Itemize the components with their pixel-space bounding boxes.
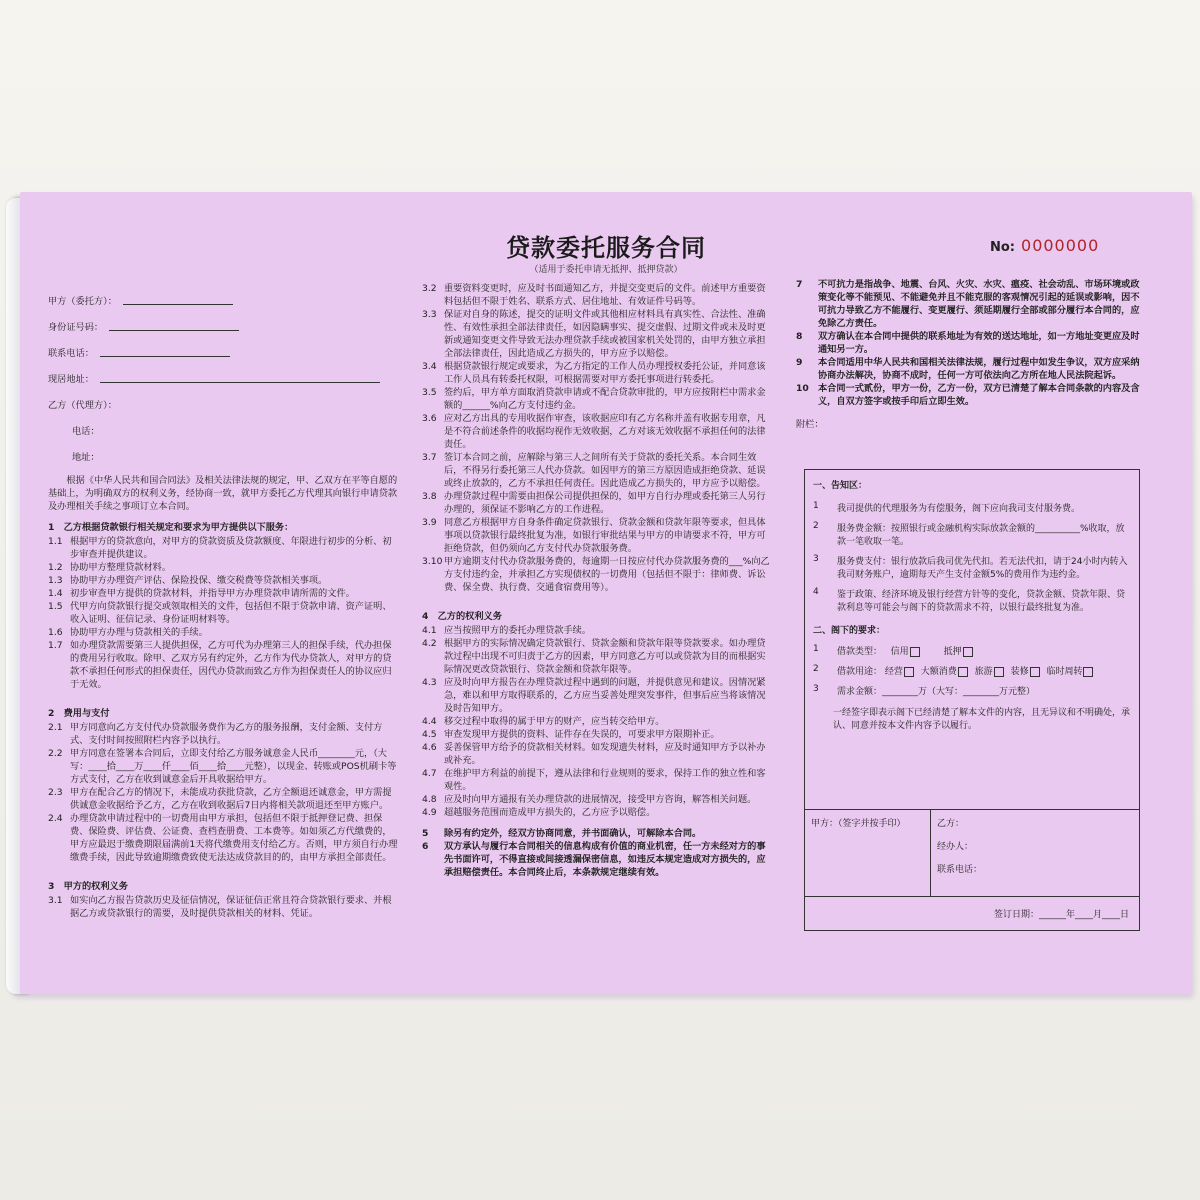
clause-text: 应及时向甲方报告在办理贷款过程中遇到的问题，并提供意见和建议。因情况紧急，难以和甲方取得联系的，乙方应当妥善处理突发事件，但事后应当将该情况及时告知甲方。	[444, 677, 766, 714]
clause-text: 本合同一式贰份，甲方一份，乙方一份，双方已清楚了解本合同条款的内容及含义，自双方签字或按手印后立即生效。	[818, 383, 1140, 407]
clause-item	[48, 574, 400, 587]
address-label: 现居地址：	[48, 374, 94, 385]
clause-text: 甲方同意向乙方支付代办贷款服务费作为乙方的服务报酬，支付金额、支付方式、支付时间按照附栏内容予以执行。	[70, 722, 383, 746]
clause-text: 根据甲方的贷款意向，对甲方的贷款资质及贷款额度、年限进行初步的分析、初步审查并提供建议。	[70, 536, 392, 560]
section-2-items	[48, 721, 400, 864]
section-3-heading: 3 甲方的权利义务	[48, 881, 128, 892]
id-label: 身份证号码：	[48, 322, 104, 333]
clause-number: 1.3	[48, 575, 63, 586]
clause-item	[422, 637, 774, 676]
notice-item	[813, 554, 1131, 580]
party-a-signature[interactable]: 甲方：（签字并按手印）	[805, 810, 931, 896]
clause-text: 超越服务范围而造成甲方损失的，乙方应予以赔偿。	[444, 807, 656, 818]
clause-item	[48, 600, 400, 626]
party-b-label: 乙方（代理方）：	[48, 400, 117, 411]
clause-item	[48, 561, 400, 574]
purpose-travel: 旅游	[974, 667, 993, 677]
clause-item	[796, 356, 1146, 382]
section-2-heading: 2 费用与支付	[48, 708, 110, 719]
clause-number: 4.9	[422, 807, 437, 818]
clause-number: 3.9	[422, 517, 437, 528]
confirm-statement: 一经签字即表示阁下已经清楚了解本文件的内容，且无异议和不明确处，承认、同意并按本文件内容予以履行。	[833, 708, 1131, 731]
document-title: 贷款委托服务合同	[506, 234, 706, 262]
column-right	[796, 278, 1146, 431]
clause-item	[422, 840, 774, 879]
notice-item	[813, 521, 1131, 547]
notice-item	[813, 587, 1131, 613]
clause-item	[48, 639, 400, 691]
clause-text: 如实向乙方报告贷款历史及征信情况，保证征信正常且符合贷款银行要求、并根据乙方或贷款银行的需要，及时提供贷款相关的材料、凭证。	[70, 895, 392, 919]
clause-item	[422, 386, 774, 412]
id-line	[109, 329, 239, 331]
section-4-heading: 4 乙方的权利义务	[422, 611, 502, 622]
clause-number: 4.1	[422, 625, 437, 636]
party-b-signature	[931, 810, 1139, 896]
clause-number: 9	[796, 357, 803, 368]
requirement-title: 二、阁下的要求：	[813, 626, 886, 636]
party-a-label: 甲方（委托方）：	[48, 296, 117, 307]
general-items-left	[422, 827, 774, 879]
clause-item	[422, 715, 774, 728]
clause-text: 签约后，甲方单方面取消贷款申请或不配合贷款审批的，甲方应按附栏中需求金额的______%向乙方支付违约金。	[444, 387, 766, 411]
clause-number: 1.1	[48, 536, 63, 547]
b-phone-field	[48, 412, 400, 438]
turnover-checkbox[interactable]	[1083, 667, 1093, 677]
clause-item	[422, 767, 774, 793]
clause-item	[48, 587, 400, 600]
address-line	[100, 381, 380, 383]
clause-text: 协助甲方办理资产评估、保险投保、缴交税费等贷款相关事项。	[70, 575, 328, 586]
clause-text: 保证对自身的陈述，提交的证明文件或其他相应材料具有真实性、合法性、准确性、有效性承担全部法律责任，如因隐瞒事实、提交虚假、过期文件或未及时更新或通知变更文件导致无法办理贷款手续或被国家机关处罚的，由甲方独立承担全部法律责任，因此造成乙方损失的，甲方应予以赔偿。	[444, 309, 766, 359]
clause-item	[422, 806, 774, 819]
phone-label: 联系电话：	[48, 348, 94, 359]
clause-text: 根据贷款银行规定或要求，为乙方指定的工作人员办理授权委托公证，并同意该工作人员具有转委托权限，可根据需要对甲方委托事项进行转委托。	[444, 361, 766, 385]
clause-text: 如办理贷款需要第三人提供担保，乙方可代为办理第三人的担保手续，代办担保的费用另行收取。除甲、乙双方另有约定外，乙方作为代办贷款人，对甲方的贷款不承担任何形式的担保责任，因代办贷款而致乙方作为担保责任人的协议应归于无效。	[70, 640, 392, 690]
clause-text: 协助甲方整理贷款材料。	[70, 562, 172, 573]
clause-text: 初步审查甲方提供的贷款材料，并指导甲方办理贷款申请所需的文件。	[70, 588, 355, 599]
clause-number: 3.8	[422, 491, 437, 502]
clause-number: 4.3	[422, 677, 437, 688]
party-a-line	[123, 303, 233, 305]
business-checkbox[interactable]	[904, 667, 914, 677]
notice-number: 1	[813, 501, 819, 511]
clause-item	[422, 728, 774, 741]
loan-purpose-row: 2 借款用途： 经营 大额消费 旅游 装修 临时周转	[813, 664, 1131, 677]
preamble: 根据《中华人民共和国合同法》及相关法律法规的规定，甲、乙双方在平等自愿的基础上，为明确双方的权利义务，经协商一致，就甲方委托乙方代理其向银行申请贷款及办理相关手续之事项订立本合同。	[48, 475, 398, 512]
clause-number: 2.1	[48, 722, 63, 733]
clause-item	[422, 451, 774, 490]
phone-field	[48, 334, 400, 360]
clause-number: 3.7	[422, 452, 437, 463]
clause-text: 在维护甲方利益的前提下，遵从法律和行业规则的要求，保持工作的独立性和客观性。	[444, 768, 766, 792]
clause-item	[796, 330, 1146, 356]
purpose-business: 经营	[884, 667, 903, 677]
notice-number: 4	[813, 587, 819, 597]
column-left	[48, 282, 400, 920]
b-phone-label: 电话：	[72, 426, 100, 437]
clause-number: 1.5	[48, 601, 63, 612]
clause-number: 5	[422, 828, 429, 839]
id-field	[48, 308, 400, 334]
loan-type-label: 借款类型：	[837, 647, 883, 657]
document-subtitle: （适用于委托申请无抵押、抵押贷款）	[529, 265, 683, 275]
clause-text: 应及时向甲方通报有关办理贷款的进展情况，接受甲方咨询，解答相关问题。	[444, 794, 757, 805]
annex-box	[804, 469, 1140, 931]
clause-number: 2.4	[48, 813, 63, 824]
notice-title: 一、告知区：	[813, 481, 868, 491]
clause-text: 同意乙方根据甲方自身条件确定贷款银行、贷款金额和贷款年限等要求，但具体事项以贷款银行最终批复为准，如银行审批结果与甲方的申请要求不符，甲方可拒绝贷款，但仍须向乙方支付代办贷款服务费。	[444, 517, 766, 554]
clause-item	[796, 278, 1146, 330]
clause-number: 1.6	[48, 627, 63, 638]
clause-item	[48, 535, 400, 561]
notice-item	[813, 501, 1131, 514]
clause-text: 办理贷款申请过程中的一切费用由甲方承担，包括但不限于抵押登记费、担保费、保险费、评估费、公证费、查档查册费、工本费等。如如须乙方代缴费的，甲方应最迟于缴费期限届满前1天将代缴费用支付给乙方。否则，甲方须自行办理缴费手续，因此导致逾期缴费致使无法达成贷款目的的，由甲方承担全部责任。	[70, 813, 398, 863]
clause-item	[48, 812, 400, 864]
annex-label: 附栏：	[796, 419, 824, 430]
clause-item	[422, 555, 774, 594]
party-b-field	[48, 386, 400, 412]
section-4-items	[422, 624, 774, 819]
loan-type-mortgage: 抵押	[943, 647, 962, 657]
clause-text: 不可抗力是指战争、地震、台风、火灾、水灾、瘟疫、社会动乱、市场环境或政策变化等不能预见、不能避免并且不能克服的客观情况引起的延误或影响，因不可抗力导致乙方不能履行、变更履行、须延期履行全部或部分履行本合同的，应免除乙方责任。	[818, 279, 1140, 329]
clause-text: 根据甲方的实际情况确定贷款银行、贷款金额和贷款年限等贷款要求。如办理贷款过程中出现不可归责于乙方的因素，甲方同意乙方可以或贷款为目的而根据实际情况更改贷款银行、贷款金额和贷款年限等。	[444, 638, 766, 675]
clause-item	[422, 827, 774, 840]
party-b-sign-label[interactable]: 乙方：	[937, 819, 965, 829]
clause-item	[422, 516, 774, 555]
general-items-right	[796, 278, 1146, 408]
clause-item	[422, 624, 774, 637]
loan-type-credit: 信用	[890, 647, 909, 657]
clause-text: 重要资料变更时，应及时书面通知乙方，并提交变更后的文件。前述甲方重要资料包括但不限于姓名、联系方式、居住地址、有效证件号码等。	[444, 283, 766, 307]
notice-text: 服务费金额：按照银行或金融机构实际放款金额的__________%收取，放款一笔收取一笔。	[837, 524, 1125, 547]
loan-amount-text: 需求金额：________万（大写：________万元整）	[837, 687, 1036, 697]
clause-item	[48, 894, 400, 920]
section-3-items-left	[48, 894, 400, 920]
travel-checkbox[interactable]	[994, 667, 1004, 677]
purpose-renovation: 装修	[1010, 667, 1029, 677]
clause-text: 办理贷款过程中需要由担保公司提供担保的，如甲方自行办理或委托第三人另行办理的，须保证不影响乙方的工作进程。	[444, 491, 766, 515]
clause-number: 8	[796, 331, 803, 342]
clause-number: 4.4	[422, 716, 437, 727]
clause-text: 双方承认与履行本合同相关的信息构成有价值的商业机密，任一方未经对方的事先书面许可，不得直接或间接透漏保密信息，如违反本规定造成对方损失的，应承担赔偿责任。本合同终止后，本条款规定继续有效。	[444, 841, 766, 878]
clause-item	[796, 382, 1146, 408]
notice-number: 3	[813, 554, 819, 564]
serial-number	[990, 236, 1099, 255]
clause-number: 4.7	[422, 768, 437, 779]
clause-text: 代甲方向贷款银行提交或领取相关的文件，包括但不限于贷款申请、资产证明、收入证明、征信记录、身份证明材料等。	[70, 601, 392, 625]
phone-line	[100, 355, 230, 357]
clause-text: 甲方逾期支付代办贷款服务费的，每逾期一日按应付代办贷款服务费的___%向乙方支付违约金，并承担乙方实现债权的一切费用（包括但不限于：律师费、诉讼费、保全费、执行费、交通食宿费用等）。	[444, 556, 770, 593]
credit-checkbox[interactable]	[910, 647, 920, 657]
clause-text: 应当按照甲方的委托办理贷款手续。	[444, 625, 591, 636]
clause-text: 应对乙方出具的专用收据作审查，该收据应印有乙方名称并盖有收据专用章，凡是不符合前述条件的收据均视作无效收据，乙方对该无效收据不承担任何的法律责任。	[444, 413, 766, 450]
signing-date[interactable]: 签订日期：______年____月____日	[805, 896, 1139, 930]
clause-number: 4.6	[422, 742, 437, 753]
annex-content	[805, 470, 1139, 737]
purpose-consumption: 大额消费	[920, 667, 957, 677]
clause-number: 6	[422, 841, 429, 852]
notice-text: 鉴于政策、经济环境及银行经营方针等的变化，贷款金额、贷款年限、贷款利息等可能会与阁下的贷款需求不符，以银行最终批复为准。	[837, 590, 1126, 613]
section-1-items	[48, 535, 400, 691]
clause-item	[422, 308, 774, 360]
contract-sheet	[20, 192, 1192, 994]
clause-number: 3.6	[422, 413, 437, 424]
clause-item	[422, 741, 774, 767]
signature-grid	[805, 809, 1139, 896]
clause-text: 甲方在配合乙方的情况下，未能成功获批贷款，乙方全额退还诚意金，甲方需提供诚意金收据给予乙方，乙方在收到收据后7日内将相关款项退还至甲方账户。	[70, 787, 392, 811]
clause-text: 妥善保管甲方给予的贷款相关材料。如发现遗失材料，应及时通知甲方予以补办或补充。	[444, 742, 766, 766]
clause-item	[422, 360, 774, 386]
purpose-turnover: 临时周转	[1046, 667, 1083, 677]
section-3-items-right	[422, 282, 774, 594]
clause-item	[422, 412, 774, 451]
b-address-field	[48, 438, 400, 464]
clause-item	[48, 747, 400, 786]
loan-type-row: 1 借款类型： 信用 抵押	[813, 644, 1131, 657]
clause-number: 2.3	[48, 787, 63, 798]
clause-number: 7	[796, 279, 803, 290]
clause-number: 4.5	[422, 729, 437, 740]
b-address-label: 地址：	[72, 452, 100, 463]
clause-number: 1.2	[48, 562, 63, 573]
clause-number: 4.2	[422, 638, 437, 649]
consumption-checkbox[interactable]	[958, 667, 968, 677]
section-1-heading: 1 乙方根据贷款银行相关规定和要求为甲方提供以下服务：	[48, 522, 294, 533]
mortgage-checkbox[interactable]	[963, 647, 973, 657]
address-field	[48, 360, 400, 386]
clause-text: 除另有约定外，经双方协商同意，并书面确认，可解除本合同。	[444, 828, 702, 839]
notice-number: 2	[813, 521, 819, 531]
clause-item	[48, 786, 400, 812]
clause-number: 3.3	[422, 309, 437, 320]
notice-text: 我司提供的代理服务为有偿服务，阁下应向我司支付服务费。	[837, 504, 1081, 514]
clause-number: 3.1	[48, 895, 63, 906]
clause-text: 签订本合同之前，应解除与第三人之间所有关于贷款的委托关系。本合同生效后，不得另行委托第三人代办贷款。如因甲方的第三方原因造成拒绝贷款、延误或终止放款的，乙方不承担任何责任。因此造成乙方损失的，甲方应予以赔偿。	[444, 452, 766, 489]
notice-text: 服务费支付：银行放款后我司优先代扣。若无法代扣，请于24小时内转入我司财务账户，逾期每天产生支付金额5%的费用作为违约金。	[837, 557, 1128, 580]
clause-number: 3.10	[422, 556, 443, 567]
renovation-checkbox[interactable]	[1030, 667, 1040, 677]
clause-number: 1.4	[48, 588, 63, 599]
serial-label: No:	[990, 240, 1016, 255]
clause-item	[422, 282, 774, 308]
serial-value: 0000000	[1021, 236, 1100, 255]
clause-text: 甲方同意在签署本合同后，立即支付给乙方服务诚意金人民币________元，（大写：____拾____万____仟____佰____拾____元整），以现金、转账或POS机刷卡等方式支付，乙方在收到诚意金后开具收据给甲方。	[70, 748, 397, 785]
notice-list	[813, 501, 1131, 613]
clause-text: 审查发现甲方提供的资料、证件存在失误的，可要求甲方限期补正。	[444, 729, 720, 740]
clause-number: 3.5	[422, 387, 437, 398]
clause-item	[422, 793, 774, 806]
clause-item	[48, 626, 400, 639]
clause-number: 2.2	[48, 748, 63, 759]
clause-number: 3.2	[422, 283, 437, 294]
loan-purpose-label: 借款用途：	[837, 667, 883, 677]
clause-text: 双方确认在本合同中提供的联系地址为有效的送达地址，如一方地址变更应及时通知另一方。	[818, 331, 1140, 355]
clause-item	[422, 490, 774, 516]
clause-number: 10	[796, 383, 809, 394]
clause-item	[48, 721, 400, 747]
column-middle	[422, 282, 774, 879]
clause-text: 本合同适用中华人民共和国相关法律法规，履行过程中如发生争议，双方应采纳协商办法解决，协商不成时，任何一方可依法向乙方所在地人民法院起诉。	[818, 357, 1140, 381]
loan-amount-row: 3 需求金额：________万（大写：________万元整）	[813, 684, 1131, 697]
clause-number: 3.4	[422, 361, 437, 372]
handler-label[interactable]: 经办人：	[937, 842, 974, 852]
clause-number: 4.8	[422, 794, 437, 805]
clause-text: 协助甲方办理与贷款相关的手续。	[70, 627, 208, 638]
clause-number: 1.7	[48, 640, 63, 651]
clause-item	[422, 676, 774, 715]
contact-label[interactable]: 联系电话：	[937, 865, 983, 875]
clause-text: 移交过程中取得的属于甲方的财产，应当转交给甲方。	[444, 716, 665, 727]
party-a-field	[48, 282, 400, 308]
